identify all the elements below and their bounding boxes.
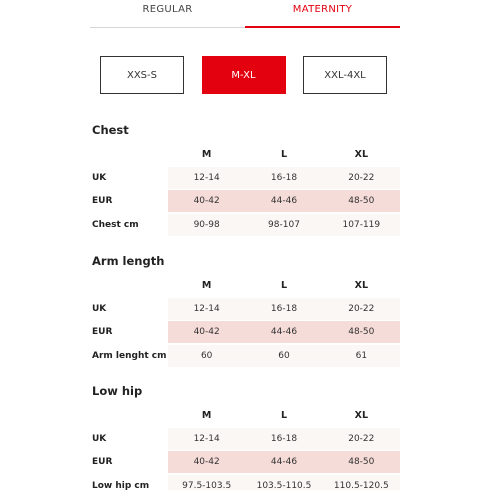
table-header-row <box>92 143 400 165</box>
tab-regular[interactable]: REGULAR <box>142 4 193 15</box>
row-label: EUR <box>92 327 113 337</box>
table-cell: 61 <box>355 350 368 361</box>
section-title: Chest <box>92 123 129 137</box>
table-cell: 12-14 <box>193 303 220 314</box>
column-header: L <box>280 148 288 160</box>
table-cell: 44-46 <box>270 457 298 467</box>
table-row <box>92 451 400 473</box>
table-cell: 16-18 <box>270 172 298 183</box>
row-label: Arm lenght cm <box>92 350 167 361</box>
table-row <box>92 321 400 343</box>
row-label: UK <box>92 433 107 444</box>
table-cell: 12-14 <box>193 433 220 444</box>
column-header: L <box>280 409 288 421</box>
table-cell: 40-42 <box>193 327 220 337</box>
table-row <box>92 475 400 490</box>
column-header: M <box>201 279 212 291</box>
size-group-xxs-s-button[interactable]: XXS-S <box>100 56 184 94</box>
table-cell: 60 <box>200 350 213 361</box>
arm-length-size-table <box>92 254 400 367</box>
table-cell: 20-22 <box>348 303 375 314</box>
table-cell: 16-18 <box>270 303 298 314</box>
table-cell: 103.5-110.5 <box>256 480 312 490</box>
table-cell: 40-42 <box>193 457 220 467</box>
table-row <box>92 345 400 367</box>
table-row <box>92 190 400 212</box>
table-cell: 48-50 <box>348 196 375 206</box>
table-row <box>92 298 400 320</box>
column-header: XL <box>354 148 369 160</box>
column-header: XL <box>354 279 369 291</box>
table-cell: 48-50 <box>348 327 375 337</box>
column-header: M <box>201 409 212 421</box>
table-cell: 16-18 <box>270 433 298 444</box>
row-label: EUR <box>92 457 113 467</box>
table-cell: 20-22 <box>348 433 375 444</box>
table-cell: 20-22 <box>348 172 375 183</box>
table-header-row <box>92 274 400 296</box>
section-title: Arm length <box>92 254 165 268</box>
column-header: M <box>201 148 212 160</box>
size-group-xxl-4xl-button[interactable]: XXL-4XL <box>303 56 387 94</box>
row-label: Low hip cm <box>92 480 150 490</box>
table-header-row <box>92 404 400 426</box>
table-cell: 12-14 <box>193 172 220 183</box>
table-cell: 90-98 <box>193 219 220 230</box>
tab-bar <box>90 0 400 28</box>
section-title: Low hip <box>92 384 143 398</box>
row-label: EUR <box>92 196 113 206</box>
row-label: Chest cm <box>92 219 139 230</box>
table-cell: 97.5-103.5 <box>182 480 232 490</box>
table-cell: 44-46 <box>270 196 298 206</box>
chest-size-table <box>92 123 400 236</box>
size-group-m-xl-button[interactable]: M-XL <box>202 56 286 94</box>
table-cell: 110.5-120.5 <box>333 480 389 490</box>
column-header: XL <box>354 409 369 421</box>
table-cell: 44-46 <box>270 327 298 337</box>
size-group-selector <box>100 56 387 94</box>
table-cell: 48-50 <box>348 457 375 467</box>
table-cell: 60 <box>278 350 290 361</box>
table-row <box>92 167 400 189</box>
row-label: UK <box>92 303 107 314</box>
table-row <box>92 428 400 450</box>
table-cell: 40-42 <box>193 196 220 206</box>
column-header: L <box>280 279 288 291</box>
table-cell: 107-119 <box>342 219 381 230</box>
table-row <box>92 214 400 236</box>
table-cell: 98-107 <box>268 219 300 230</box>
tab-maternity[interactable]: MATERNITY <box>245 0 400 27</box>
row-label: UK <box>92 172 107 183</box>
low-hip-size-table <box>92 384 400 490</box>
